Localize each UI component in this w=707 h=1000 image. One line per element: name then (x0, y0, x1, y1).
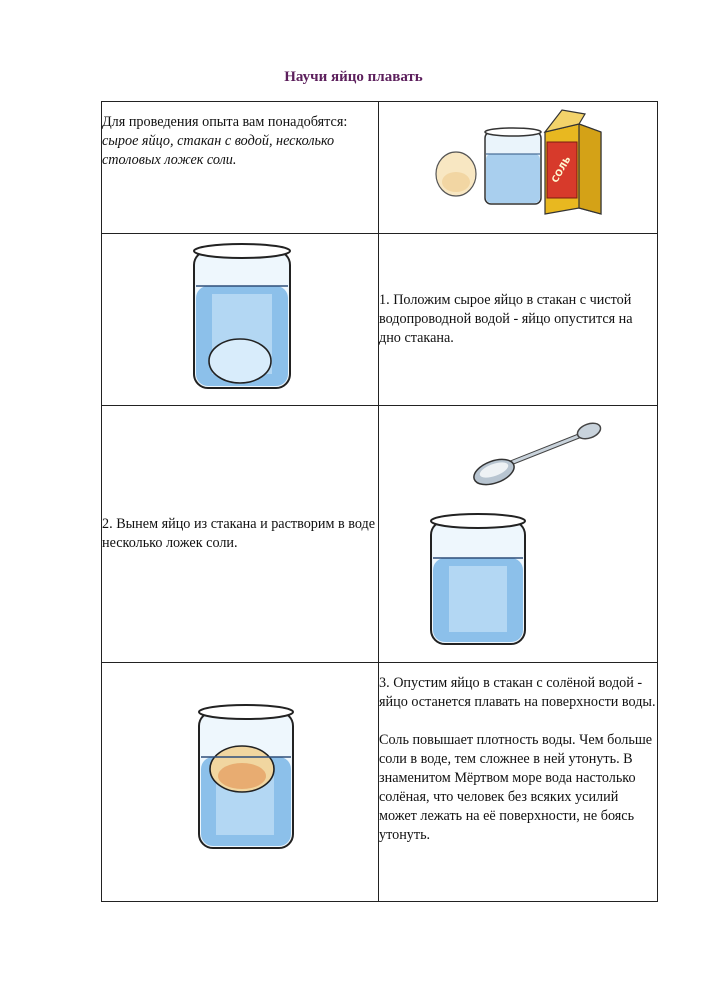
materials-illustration-cell (379, 102, 658, 234)
step2-illustration (379, 406, 658, 662)
glass-with-floating-egg-icon (199, 705, 293, 848)
svg-text:СОЛЬ: СОЛЬ (550, 155, 574, 185)
glass-icon (485, 128, 541, 204)
intro-cell (102, 102, 379, 234)
glass-with-sunken-egg-icon (194, 244, 290, 388)
salt-box-icon (545, 110, 601, 214)
egg-icon (209, 339, 271, 383)
step2-text: 2. Вынем яйцо из стакана и растворим в воде несколько ложек соли. (102, 406, 379, 663)
intro-items: сырое яйцо, стакан с водой, несколько столовых ложек соли. (102, 133, 335, 168)
step3-illustration (102, 663, 379, 890)
table-row (102, 406, 658, 663)
step2-illustration-cell (379, 406, 658, 663)
step3-cell (379, 663, 658, 902)
table-row (102, 663, 658, 902)
table-row (102, 102, 658, 234)
spoon-icon (471, 420, 603, 489)
experiment-table (101, 101, 658, 902)
step3-illustration-cell (102, 663, 379, 902)
step1-illustration-cell (102, 234, 379, 406)
page-title: Научи яйцо плавать (284, 69, 423, 85)
step1-illustration (102, 234, 379, 405)
table-row (102, 234, 658, 406)
materials-illustration (379, 102, 658, 222)
step1-text: 1. Положим сырое яйцо в стакан с чистой водопроводной водой - яйцо опустится на дно стакана. (379, 234, 658, 406)
salt-density-note: Соль повышает плотность воды. Чем больше соли в воде, тем сложнее в ней утонуть. В знаменитом Мёртвом море вода настолько солёная, что человек без всяких усилий может лежать на её поверхности, не боясь утонуть. (379, 732, 653, 843)
intro-lead: Для проведения опыта вам понадобятся: (102, 114, 348, 130)
glass-icon (431, 514, 525, 644)
step3-text: 3. Опустим яйцо в стакан с солёной водой - яйцо останется плавать на поверхности воды. (379, 675, 656, 710)
